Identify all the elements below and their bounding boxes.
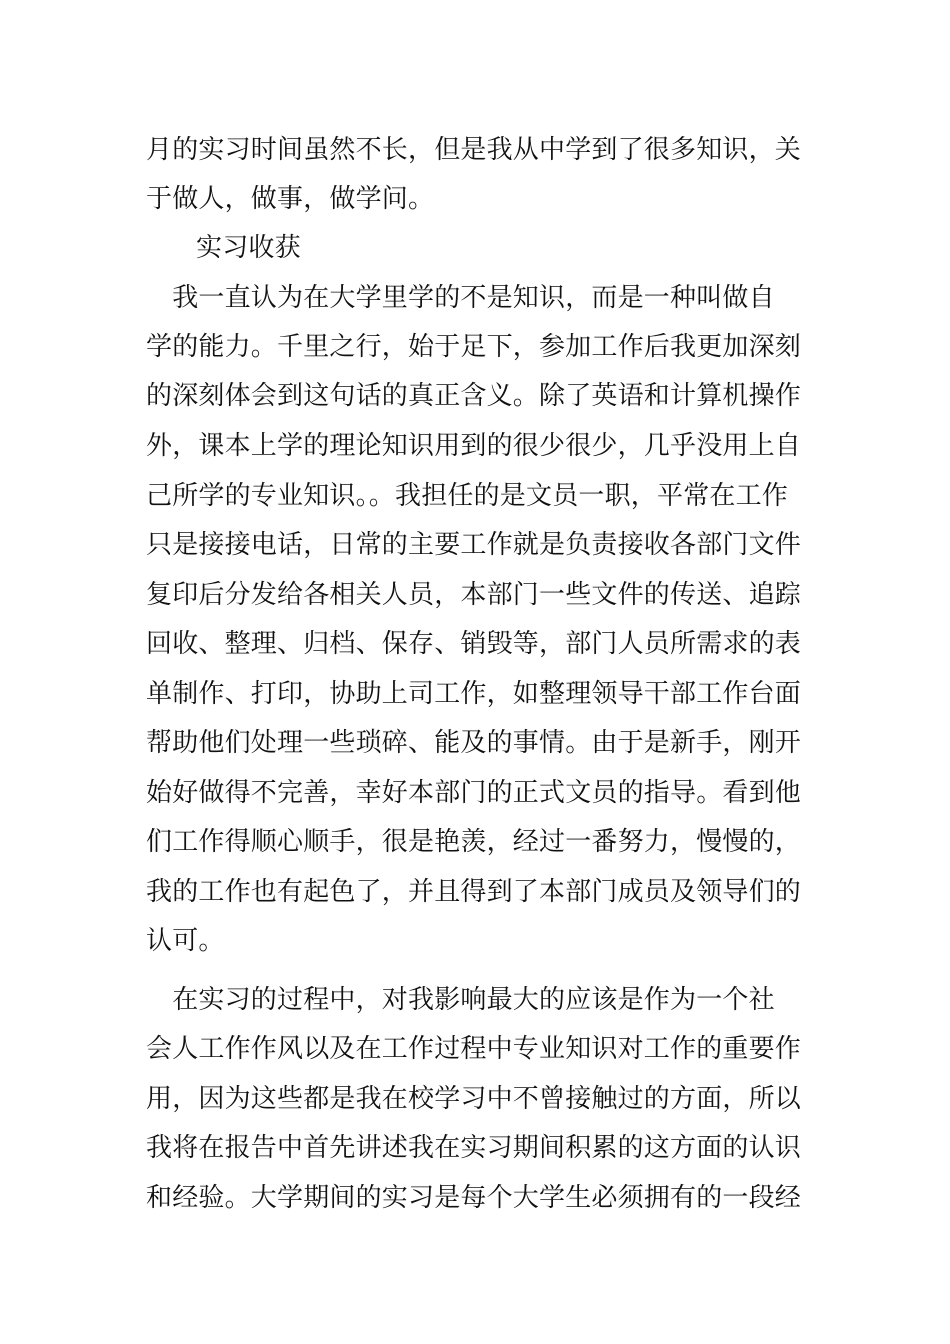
text-line-2: 于做人，做事，做学问。 bbox=[146, 184, 435, 214]
text-line-12: 单制作、打印，协助上司工作，如整理领导干部工作台面 bbox=[146, 679, 802, 709]
text-line-13: 帮助他们处理一些琐碎、能及的事情。由于是新手，刚开 bbox=[146, 728, 802, 758]
text-line-10: 复印后分发给各相关人员，本部门一些文件的传送、追踪 bbox=[146, 580, 802, 610]
text-line-15: 们工作得顺心顺手，很是艳羡，经过一番努力，慢慢的， bbox=[146, 827, 802, 857]
text-line-20: 用，因为这些都是我在校学习中不曾接触过的方面，所以 bbox=[146, 1084, 802, 1114]
text-line-5: 学的能力。千里之行，始于足下，参加工作后我更加深刻 bbox=[146, 332, 802, 362]
text-line-19: 会人工作作风以及在工作过程中专业知识对工作的重要作 bbox=[146, 1034, 802, 1064]
section-heading: 实习收获 bbox=[196, 233, 301, 263]
text-line-7: 外，课本上学的理论知识用到的很少很少，几乎没用上自 bbox=[146, 431, 802, 461]
text-line-8: 己所学的专业知识。。我担任的是文员一职，平常在工作 bbox=[146, 481, 789, 511]
text-line-9: 只是接接电话，日常的主要工作就是负责接收各部门文件 bbox=[146, 530, 802, 560]
text-line-18: 在实习的过程中，对我影响最大的应该是作为一个社 bbox=[146, 985, 775, 1015]
text-line-16: 我的工作也有起色了，并且得到了本部门成员及领导们的 bbox=[146, 877, 802, 907]
text-line-17: 认可。 bbox=[146, 926, 225, 956]
text-line-22: 和经验。大学期间的实习是每个大学生必须拥有的一段经 bbox=[146, 1183, 802, 1213]
text-line-6: 的深刻体会到这句话的真正含义。除了英语和计算机操作 bbox=[146, 381, 802, 411]
text-line-11: 回收、整理、归档、保存、销毁等，部门人员所需求的表 bbox=[146, 629, 802, 659]
text-line-14: 始好做得不完善，幸好本部门的正式文员的指导。看到他 bbox=[146, 778, 802, 808]
text-line-21: 我将在报告中首先讲述我在实习期间积累的这方面的认识 bbox=[146, 1133, 802, 1163]
text-line-1: 月的实习时间虽然不长，但是我从中学到了很多知识，关 bbox=[146, 135, 802, 165]
text-line-4: 我一直认为在大学里学的不是知识，而是一种叫做自 bbox=[146, 283, 775, 313]
